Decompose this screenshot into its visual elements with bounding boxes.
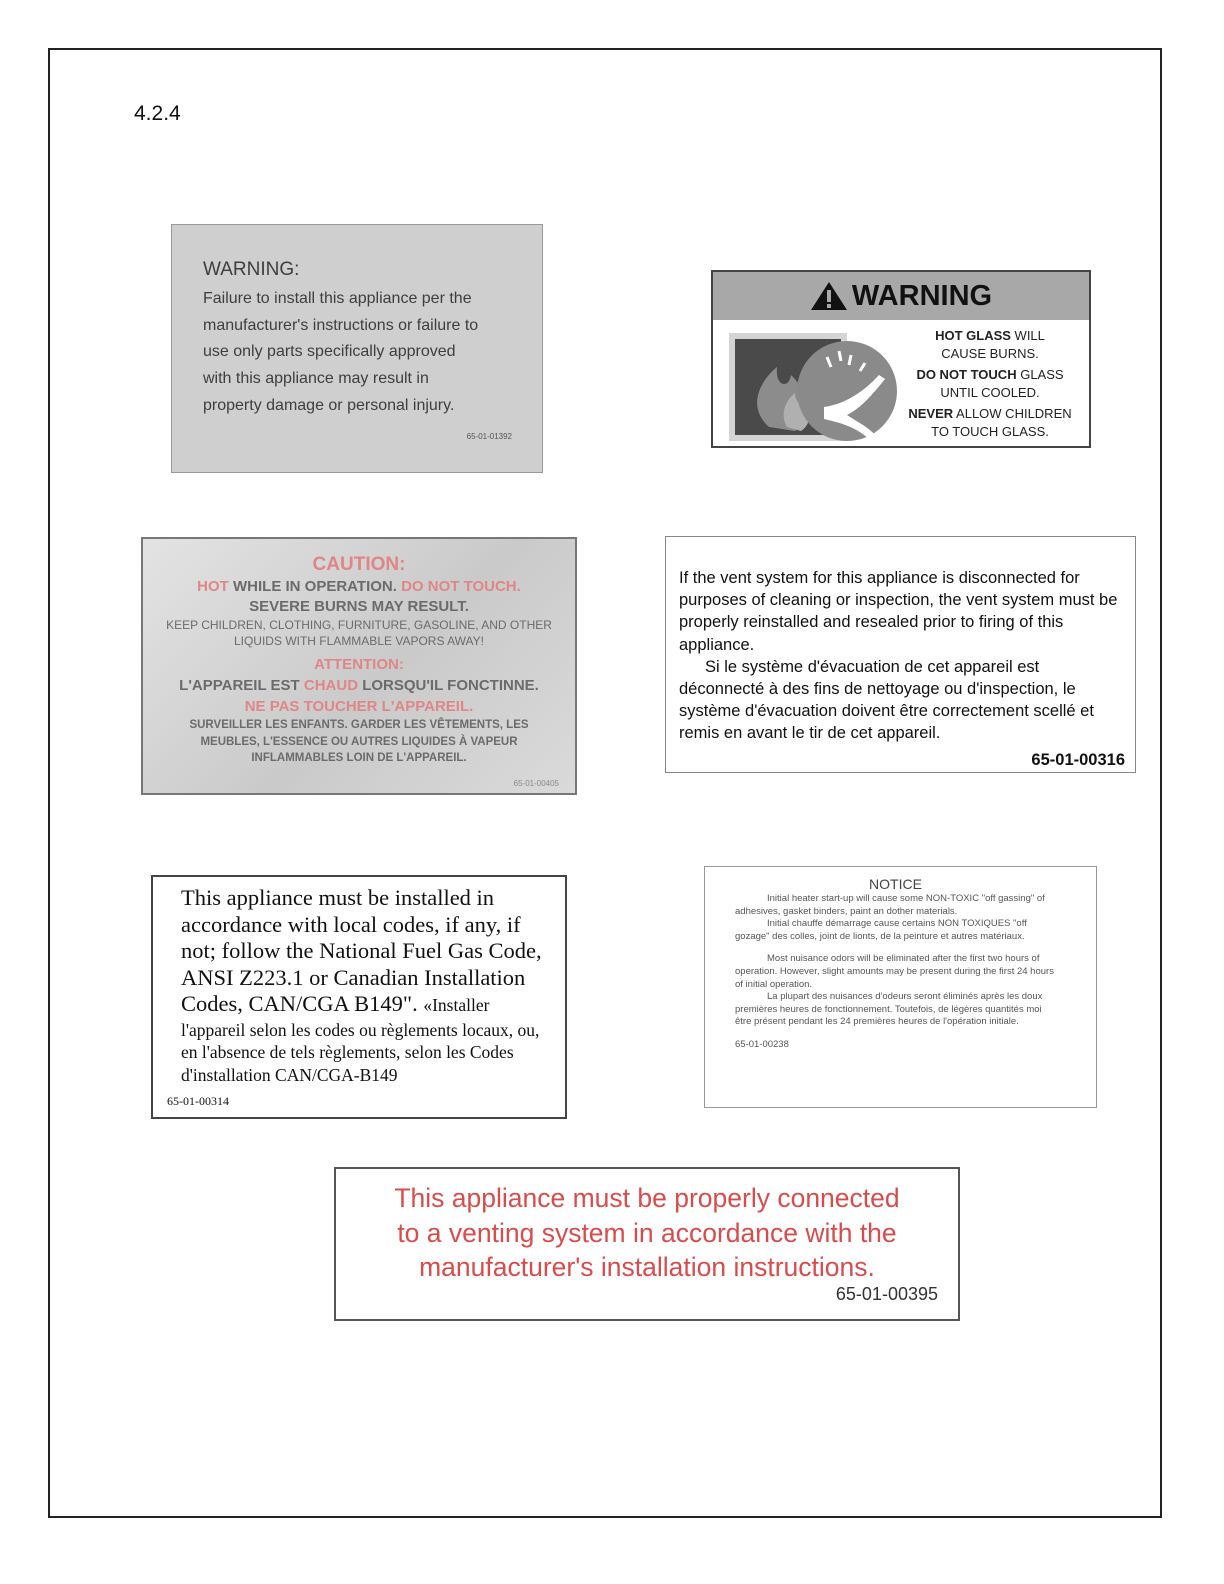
label-code: 65-01-00395 <box>835 1284 938 1304</box>
hand-burn-fire-icon <box>729 327 899 443</box>
notice-paragraph: Initial chauffe démarrage cause certains NON TOXIQUES "off gozage" des colles, joint de lionts, de la peinture et autres matériaux. <box>735 918 1027 942</box>
caution-line: SEVERE BURNS MAY RESULT. <box>249 598 469 615</box>
label-code: 65-01-00405 <box>513 779 559 788</box>
attention-line: L'APPAREIL EST CHAUD LORSQU'IL FONCTINNE. <box>179 677 539 694</box>
caution-line: KEEP CHILDREN, CLOTHING, FURNITURE, GASOLINE, AND OTHER <box>166 618 552 632</box>
warning-body <box>203 286 522 420</box>
warning-line: property damage or personal injury. <box>203 396 455 414</box>
caution-label-hot <box>141 537 577 795</box>
warning-triangle-icon <box>810 281 848 311</box>
warning-header <box>713 272 1089 320</box>
notice-title: NOTICE <box>869 876 922 892</box>
venting-line: to a venting system in accordance with the <box>397 1217 897 1248</box>
warning-line: manufacturer's instructions or failure to <box>203 316 479 334</box>
warning-header-text: WARNING <box>851 279 993 312</box>
notice-paragraph: La plupart des nuisances d'odeurs seront éliminés après les doux premières heures de fonctionnement. Toutefois, de légères quantités moi être présent pendant les 24 premières heures de l'opération initiale. <box>735 991 1043 1028</box>
warning-text: UNTIL COOLED. <box>940 384 1040 400</box>
venting-line: This appliance must be properly connected <box>394 1183 900 1213</box>
label-code: 65-01-00314 <box>167 1094 229 1108</box>
notice-paragraph: Most nuisance odors will be eliminated after the first two hours of operation. However, slight amounts may be present during the first 24 hours of initial operation. <box>735 953 1054 990</box>
installation-codes-label <box>151 875 567 1119</box>
warning-bold: DO NOT TOUCH <box>916 367 1017 382</box>
warning-heading: WARNING: <box>203 259 300 280</box>
warning-line: Failure to install this appliance per the <box>203 290 472 307</box>
warning-text: TO TOUCH GLASS. <box>931 423 1049 439</box>
label-code: 65-01-00238 <box>735 1038 789 1050</box>
label-code: 65-01-01392 <box>466 432 512 441</box>
warning-bold: HOT GLASS <box>935 328 1011 343</box>
vent-english-text: If the vent system for this appliance is disconnected for purposes of cleaning or inspection, the vent system must be properly reinstalled and resealed prior to firing of this appliance. <box>679 569 1118 654</box>
vent-system-label <box>665 536 1136 773</box>
venting-line: manufacturer's installation instructions. <box>419 1252 875 1282</box>
attention-heading: ATTENTION: <box>314 656 404 673</box>
attention-line: INFLAMMABLES LOIN DE L'APPAREIL. <box>251 752 467 764</box>
warning-label-hot-glass <box>711 270 1091 448</box>
warning-text: CAUSE BURNS. <box>941 345 1039 361</box>
codes-french-text: l'appareil selon les codes ou règlements locaux, ou, en l'absence de tels règlements, selon les Codes d'installation CAN/CGA-B149 <box>181 1019 540 1085</box>
notice-paragraph: Initial heater start-up will cause some NON-TOXIC "off gassing" of adhesives, gasket binders, paint an dother materials. <box>735 893 1045 917</box>
attention-line: MEUBLES, L'ESSENCE OU AUTRES LIQUIDES À VAPEUR <box>200 735 518 748</box>
attention-line: NE PAS TOUCHER L'APPAREIL. <box>244 698 474 715</box>
label-code: 65-01-00316 <box>1031 750 1125 769</box>
caution-line: HOT WHILE IN OPERATION. DO NOT TOUCH. <box>197 578 521 595</box>
caution-line: LIQUIDS WITH FLAMMABLE VAPORS AWAY! <box>233 634 485 648</box>
codes-english-text: This appliance must be installed in accordance with local codes, if any, if not; follow the National Fuel Gas Code, ANSI Z223.1 or Canadian Installation Codes, CAN/CGA B149". «Installer <box>181 885 542 1016</box>
section-number: 4.2.4 <box>134 102 181 125</box>
vent-french-text: Si le système d'évacuation de cet appareil est déconnecté à des fins de nettoyage ou d'inspection, le système d'évacuation doivent être correctement scellé et remis en avant le tir de cet appareil. <box>679 657 1094 743</box>
warning-text: WILL <box>1010 328 1045 343</box>
warning-line: use only parts specifically approved <box>203 343 456 361</box>
hot-glass-text <box>905 327 1075 444</box>
warning-bold: NEVER <box>908 406 954 421</box>
caution-heading: CAUTION: <box>312 554 406 575</box>
warning-label-installation <box>171 224 543 473</box>
notice-label <box>704 866 1097 1108</box>
attention-line: SURVEILLER LES ENFANTS. GARDER LES VÊTEMENTS, LES <box>189 719 529 731</box>
warning-line: with this appliance may result in <box>203 370 429 388</box>
warning-text: GLASS <box>1016 367 1064 382</box>
warning-text: ALLOW CHILDREN <box>953 406 1072 421</box>
venting-connection-label <box>334 1167 960 1321</box>
